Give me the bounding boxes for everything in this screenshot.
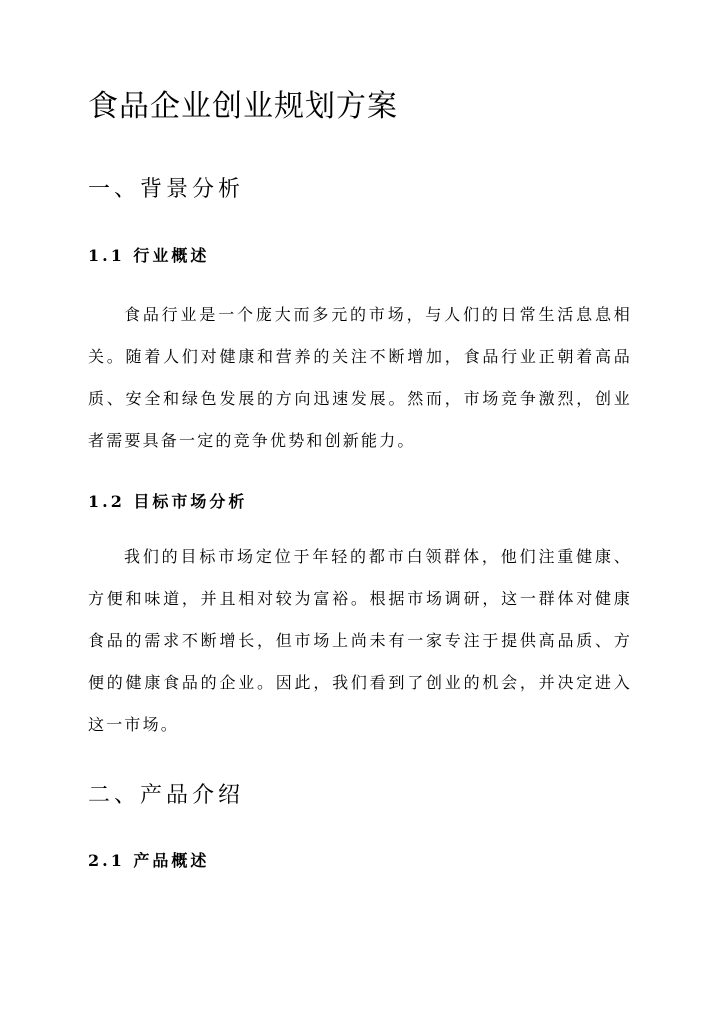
section-heading-product-intro: 二、产品介绍: [88, 783, 245, 808]
subsection-heading-target-market: 1.2 目标市场分析: [88, 492, 248, 511]
paragraph-industry-overview: 食品行业是一个庞大而多元的市场，与人们的日常生活息息相关。随着人们对健康和营养的关注不断增加，食品行业正朝着高品质、安全和绿色发展的方向迅速发展。然而，市场竞争激烈，创业者需要具备一定的竞争优势和创新能力。: [88, 305, 632, 450]
subsection-heading-product-overview: 2.1 产品概述: [88, 851, 210, 870]
document-title: 食品企业创业规划方案: [88, 89, 398, 124]
subsection-heading-industry-overview: 1.1 行业概述: [88, 246, 210, 265]
section-heading-background: 一、背景分析: [88, 177, 245, 202]
paragraph-target-market: 我们的目标市场定位于年轻的都市白领群体，他们注重健康、方便和味道，并且相对较为富裕。根据市场调研，这一群体对健康食品的需求不断增长，但市场上尚未有一家专注于提供高品质、方便的健康食品的企业。因此，我们看到了创业的机会，并决定进入这一市场。: [88, 547, 632, 734]
